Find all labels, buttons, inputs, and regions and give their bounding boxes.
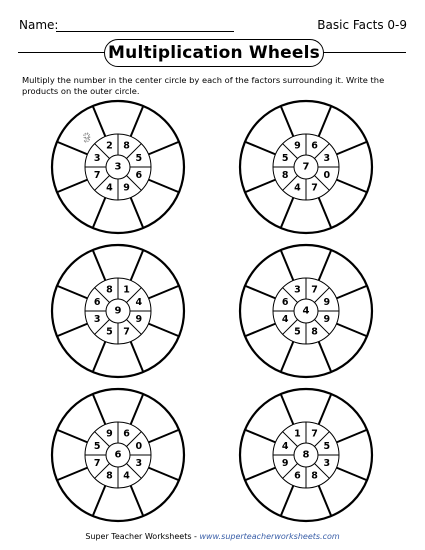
product-answer-slot[interactable] (346, 158, 364, 176)
product-answer-slot[interactable] (297, 253, 315, 271)
product-answer-slot[interactable] (74, 193, 92, 211)
product-answer-slot[interactable] (332, 411, 350, 429)
factor-number: 2 (106, 140, 113, 152)
multiplication-wheel (238, 99, 374, 235)
product-answer-slot[interactable] (60, 446, 78, 464)
factor-number: 9 (135, 314, 143, 326)
factor-number: 1 (123, 284, 130, 296)
product-answer-slot[interactable] (144, 123, 162, 141)
factor-number: 8 (106, 284, 113, 296)
instructions: Multiply the number in the center circle by each of the factors surrounding it. Write the products on the outer circle. (22, 75, 385, 96)
factor-number: 7 (93, 458, 101, 470)
center-number: 3 (114, 161, 122, 173)
product-answer-slot[interactable] (109, 253, 127, 271)
factor-number: 0 (323, 170, 331, 182)
product-answer-slot[interactable] (74, 481, 92, 499)
factor-number: 8 (281, 170, 289, 182)
footer-brand: Super Teacher Worksheets - (85, 532, 200, 541)
product-answer-slot[interactable] (109, 351, 127, 369)
title-banner (104, 39, 324, 67)
multiplication-wheel (50, 387, 186, 523)
multiplication-wheel (238, 243, 374, 379)
product-answer-slot[interactable] (262, 481, 280, 499)
product-answer-slot[interactable] (332, 337, 350, 355)
factor-number: 5 (135, 152, 143, 164)
product-answer-slot[interactable] (297, 351, 315, 369)
footer-url[interactable]: www.superteacherworksheets.com (199, 532, 340, 541)
factor-number: 1 (294, 428, 301, 440)
product-answer-slot[interactable] (144, 411, 162, 429)
factor-number: 4 (123, 470, 130, 482)
factor-number: 6 (281, 296, 289, 308)
factor-number: 4 (106, 182, 113, 194)
worksheet-header (0, 0, 425, 40)
factor-number: 3 (294, 284, 301, 296)
product-answer-slot[interactable] (346, 446, 364, 464)
factor-number: 5 (323, 440, 331, 452)
product-answer-slot[interactable] (158, 302, 176, 320)
multiplication-wheel (50, 99, 186, 235)
product-answer-slot[interactable] (297, 495, 315, 513)
product-answer-slot[interactable] (144, 193, 162, 211)
multiplication-wheel (50, 243, 186, 379)
product-answer-slot[interactable] (248, 158, 266, 176)
product-answer-slot[interactable] (158, 158, 176, 176)
factor-number: 7 (311, 428, 318, 440)
factor-number: 4 (135, 296, 143, 308)
factor-number: 4 (281, 314, 289, 326)
factor-number: 4 (281, 440, 289, 452)
product-answer-slot[interactable] (262, 337, 280, 355)
product-answer-slot[interactable] (109, 495, 127, 513)
product-answer-slot[interactable] (248, 302, 266, 320)
subject-label: Basic Facts 0-9 (317, 18, 407, 32)
factor-number: 7 (311, 182, 318, 194)
product-answer-slot[interactable] (332, 481, 350, 499)
factor-number: 3 (93, 152, 101, 164)
factor-number: 5 (106, 326, 113, 338)
factor-number: 7 (123, 326, 130, 338)
product-answer-slot[interactable] (74, 411, 92, 429)
factor-number: 8 (311, 326, 318, 338)
product-answer-slot[interactable] (248, 446, 266, 464)
product-answer-slot[interactable] (60, 302, 78, 320)
factor-number: 3 (323, 152, 331, 164)
factor-number: 3 (135, 458, 143, 470)
footer (0, 532, 425, 541)
factor-number: 5 (281, 152, 289, 164)
product-answer-slot[interactable] (144, 481, 162, 499)
product-answer-slot[interactable] (262, 123, 280, 141)
factor-number: 3 (93, 314, 101, 326)
factor-number: 3 (323, 458, 331, 470)
factor-number: 5 (93, 440, 101, 452)
factor-number: 9 (281, 458, 289, 470)
factor-number: 7 (311, 284, 318, 296)
product-answer-slot[interactable] (332, 267, 350, 285)
product-answer-slot[interactable] (332, 193, 350, 211)
product-answer-slot[interactable] (262, 193, 280, 211)
product-answer-slot[interactable] (297, 207, 315, 225)
factor-number: 6 (93, 296, 101, 308)
product-answer-slot[interactable] (262, 411, 280, 429)
center-number: 4 (302, 305, 310, 317)
product-answer-slot[interactable] (332, 123, 350, 141)
factor-number: 4 (294, 182, 301, 194)
example-answer: 9 (82, 130, 91, 145)
center-number: 6 (114, 449, 122, 461)
factor-number: 0 (135, 440, 143, 452)
factor-number: 9 (106, 428, 113, 440)
page-title: Multiplication Wheels (108, 43, 320, 63)
factor-number: 6 (135, 170, 143, 182)
name-input-line[interactable] (56, 31, 234, 32)
product-answer-slot[interactable] (60, 158, 78, 176)
factor-number: 5 (294, 326, 301, 338)
product-answer-slot[interactable] (346, 302, 364, 320)
name-label: Name: (19, 18, 59, 32)
factor-number: 7 (93, 170, 101, 182)
product-answer-slot[interactable] (109, 207, 127, 225)
product-answer-slot[interactable] (144, 267, 162, 285)
center-number: 7 (302, 161, 310, 173)
factor-number: 6 (311, 140, 318, 152)
product-answer-slot[interactable] (109, 397, 127, 415)
product-answer-slot[interactable] (262, 267, 280, 285)
product-answer-slot[interactable] (297, 109, 315, 127)
product-answer-slot[interactable] (74, 267, 92, 285)
product-answer-slot[interactable] (144, 337, 162, 355)
product-answer-slot[interactable] (297, 397, 315, 415)
product-answer-slot[interactable] (158, 446, 176, 464)
center-number: 8 (302, 449, 310, 461)
product-answer-slot[interactable] (74, 337, 92, 355)
center-number: 9 (114, 305, 122, 317)
factor-number: 9 (323, 314, 331, 326)
product-answer-slot[interactable] (109, 109, 127, 127)
factor-number: 8 (123, 140, 130, 152)
factor-number: 8 (106, 470, 113, 482)
factor-number: 6 (294, 470, 301, 482)
factor-number: 9 (294, 140, 301, 152)
multiplication-wheel (238, 387, 374, 523)
factor-number: 9 (123, 182, 130, 194)
factor-number: 8 (311, 470, 318, 482)
factor-number: 6 (123, 428, 130, 440)
factor-number: 9 (323, 296, 331, 308)
